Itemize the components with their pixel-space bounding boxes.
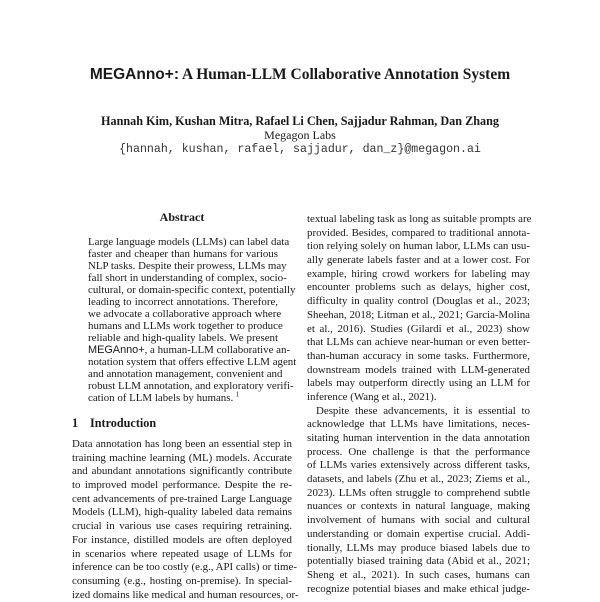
text-line: difficulty in quality control (Douglas et al., 2023;	[307, 295, 530, 308]
title-text: A Human-LLM Collaborative Annotation System	[179, 66, 511, 83]
text-line: training machine learning (ML) models. Accurate	[72, 451, 292, 464]
text-line: leading to incorrect annotations. Therefore,	[88, 296, 278, 308]
introduction-body	[72, 438, 299, 602]
text-line: notation system that offers effective LLM agent	[88, 356, 297, 368]
text-line: labels may outperform directly using an LLM for	[307, 377, 530, 390]
right-column-body	[307, 213, 530, 596]
text-line: acknowledge that LLMs have limitations, neces-	[307, 418, 530, 431]
text-line: cultural, or domain-specific context, potentially	[88, 284, 296, 296]
text-line: For instance, distilled models are often deployed	[72, 533, 292, 546]
text-line: example, hiring crowd workers for labeling may	[307, 267, 530, 280]
paper-title	[0, 66, 600, 84]
text-line: Large language models (LLMs) can label data	[88, 236, 290, 248]
text-line: understanding or domain expertise crucial. Addi-	[307, 527, 530, 540]
abstract-body	[88, 236, 297, 404]
text-line: fall short in understanding of complex, socio-	[88, 272, 287, 284]
text-line: 2023). LLMs often struggle to comprehend subtle	[307, 486, 530, 499]
text-line: inference (Wang et al., 2021).	[307, 390, 437, 403]
text-line: cation of LLM labels by humans. $^1$	[88, 390, 240, 404]
text-line: ally generate labels faster and at a lower cost. For	[307, 254, 530, 267]
text-line: nuances or contexts in natural language, making	[307, 500, 530, 513]
text-line: et al., 2016). Studies (Gilardi et al., 2023) show	[307, 322, 530, 335]
text-line: and abundant annotations significantly contribute	[72, 465, 292, 478]
text-line: cent advancements of pre-trained Large Language	[72, 492, 292, 505]
text-line: Despite these advancements, it is essential to	[316, 404, 530, 417]
author-list: Hannah Kim, Kushan Mitra, Rafael Li Chen, Sajjadur Rahman, Dan Zhang	[101, 114, 499, 128]
text-line: tionally, LLMs may produce biased labels due to	[307, 541, 530, 554]
text-line: that LLMs can achieve near-human or even better-	[307, 336, 530, 349]
text-line: encounter problems such as delays, higher cost,	[307, 281, 530, 294]
text-line: datasets, and labels (Zhu et al., 2023; Ziems et al.,	[307, 473, 530, 486]
text-line: tion relying solely on human labor, LLMs can usu-	[307, 240, 530, 253]
text-line: robust LLM annotation, and exploratory verifi-	[88, 380, 294, 392]
affiliation: Megagon Labs	[264, 128, 336, 142]
text-line: inference can be too costly (e.g., API calls) or time-	[72, 561, 297, 574]
text-line: and annotation management, convenient and	[88, 368, 283, 380]
section-number: 1	[72, 416, 79, 430]
text-line: faster and cheaper than humans for various	[88, 248, 278, 260]
text-line: humans and LLMs work together to produce	[88, 320, 283, 332]
text-line: Models (LLM), high-quality labeled data remains	[72, 506, 292, 519]
text-line: than-human accuracy in some tasks. Furthermore,	[307, 349, 530, 362]
text-line: consuming (e.g., hosting on-premise). In special-	[72, 574, 292, 587]
text-line: involvement of humans with social and cultural	[307, 514, 530, 527]
system-name: MEGAnno+	[88, 344, 145, 356]
text-line: process. One challenge is that the performance	[307, 445, 530, 458]
text-line: textual labeling task as long as suitable prompts are	[307, 213, 532, 225]
text-line: provided. Besides, compared to traditional annota-	[307, 226, 530, 239]
author-emails: {hannah, kushan, rafael, sajjadur, dan_z}@megagon.ai	[119, 143, 481, 156]
text-line: we advocate a collaborative approach where	[88, 308, 282, 320]
text-line: of LLMs varies extensively across different tasks,	[307, 459, 530, 472]
text-line: sitating human intervention in the data annotation	[307, 432, 530, 444]
text-line: NLP tasks. Despite their prowess, LLMs may	[88, 260, 287, 272]
text-line: Data annotation has long been an essential step in	[72, 438, 292, 450]
text-line: to improved model performance. Despite the re-	[72, 479, 292, 492]
text-line: recognize potential biases and make ethical judge-	[307, 582, 530, 595]
abstract-heading: Abstract	[159, 210, 205, 224]
text-line: reliable and high-quality labels. We present	[88, 332, 278, 344]
introduction-heading	[72, 416, 156, 430]
text-line: downstream models trained with LLM-generated	[307, 363, 530, 376]
footnote-mark[interactable]: 1	[235, 390, 240, 399]
text-line: ized domains like medical and human resources, or-	[72, 588, 299, 601]
section-title: Introduction	[90, 416, 157, 430]
text-line: Sheehan, 2018; Litman et al., 2021; Garcia-Molina	[307, 308, 530, 321]
text-line: crucial in various use cases requiring retraining.	[72, 520, 292, 533]
text-line: in scenarios where repeated usage of LLMs for	[72, 547, 292, 560]
system-name: MEGAnno+:	[89, 66, 179, 83]
text-line: Sheng et al., 2021). In such cases, humans can	[307, 568, 530, 581]
text-line: MEGAnno+, a human-LLM collaborative an-	[88, 344, 291, 356]
text-line: potentially biased training data (Abid et al., 2021;	[307, 555, 530, 568]
